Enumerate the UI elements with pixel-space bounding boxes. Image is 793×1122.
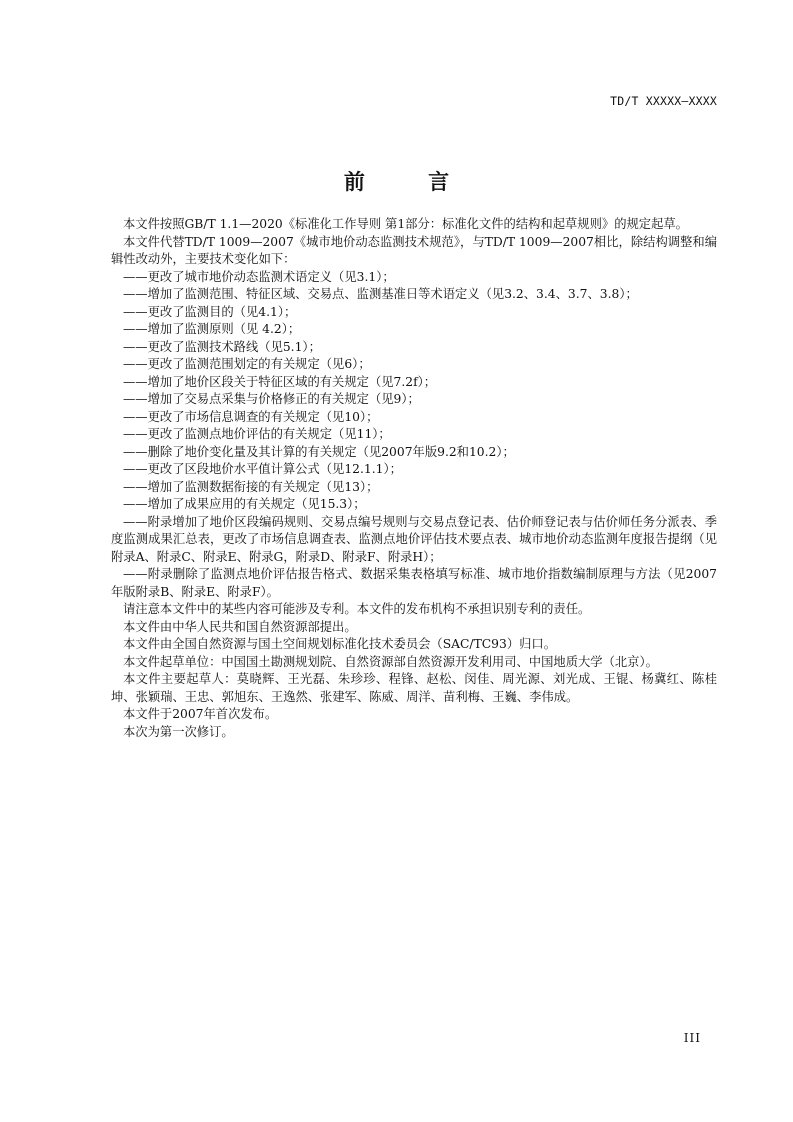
- list-item: ——增加了监测数据衔接的有关规定（见13）；: [123, 479, 379, 494]
- list-item: ——增加了监测原则（见 4.2）；: [123, 322, 301, 336]
- list-item: ——更改了监测范围划定的有关规定（见6）；: [123, 357, 371, 371]
- list-item: ——更改了监测目的（见4.1）；: [123, 304, 297, 319]
- list-item: ——增加了监测范围、特征区域、交易点、监测基准日等术语定义（见3.2、3.4、3.7、3.8）；: [123, 287, 638, 301]
- revision-note: 本次为第一次修订。: [123, 724, 234, 739]
- proposer-statement: 本文件由中华人民共和国自然资源部提出。: [123, 619, 357, 634]
- first-publication: 本文件于2007年首次发布。: [123, 707, 278, 721]
- page-title: 前 言: [343, 170, 478, 194]
- list-item: ——更改了城市地价动态监测术语定义（见3.1）；: [123, 269, 395, 284]
- drafters: 本文件主要起草人：莫晓辉、王光磊、朱珍珍、程锋、赵松、闵佳、周光源、刘光成、王锟、杨冀红、陈桂坤、张颖瑞、王忠、郭旭东、王逸然、张建军、陈威、周洋、苗利梅、王巍、李伟成。: [111, 672, 717, 704]
- list-item: ——增加了地价区段关于特征区域的有关规定（见7.2f）；: [123, 374, 437, 389]
- intro-paragraph-1: 本文件按照GB/T 1.1—2020《标准化工作导则 第1部分：标准化文件的结构和起草规则》的规定起草。: [123, 217, 688, 231]
- intro-paragraph-2: 本文件代替TD/T 1009—2007《城市地价动态监测技术规范》，与TD/T 1009—2007相比，除结构调整和编辑性改动外，主要技术变化如下：: [111, 234, 717, 266]
- list-item: ——更改了监测技术路线（见5.1）；: [123, 339, 321, 354]
- list-item: ——附录删除了监测点地价评估报告格式、数据采集表格填写标准、城市地价指数编制原理与方法（见2007年版附录B、附录E、附录F）。: [111, 567, 717, 599]
- committee-statement: 本文件由全国自然资源与国土空间规划标准化技术委员会（SAC/TC93）归口。: [123, 637, 557, 651]
- preface-body: [111, 216, 717, 741]
- list-item: ——更改了区段地价水平值计算公式（见12.1.1）；: [123, 462, 402, 476]
- list-item: ——更改了市场信息调查的有关规定（见10）；: [123, 409, 379, 424]
- list-item: ——删除了地价变化量及其计算的有关规定（见2007年版9.2和10.2）；: [123, 444, 515, 459]
- document-code: TD/T XXXXX—XXXX: [610, 94, 717, 108]
- list-item: ——附录增加了地价区段编码规则、交易点编号规则与交易点登记表、估价师登记表与估价师任务分派表、季度监测成果汇总表，更改了市场信息调查表、监测点地价评估技术要点表、城市地价动态监测年度报告提纲（见附录A、附录C、附录E、附录G，附录D、附录F、附录H）；: [111, 514, 717, 564]
- list-item: ——更改了监测点地价评估的有关规定（见11）；: [123, 427, 391, 441]
- patent-notice: 请注意本文件中的某些内容可能涉及专利。本文件的发布机构不承担识别专利的责任。: [123, 602, 591, 616]
- page-number: III: [683, 1031, 701, 1045]
- drafting-units: 本文件起草单位：中国国土勘测规划院、自然资源部自然资源开发利用司、中国地质大学（北京）。: [123, 654, 658, 669]
- changes-list: [111, 269, 717, 602]
- list-item: ——增加了交易点采集与价格修正的有关规定（见9）；: [123, 392, 420, 406]
- list-item: ——增加了成果应用的有关规定（见15.3）；: [123, 497, 366, 511]
